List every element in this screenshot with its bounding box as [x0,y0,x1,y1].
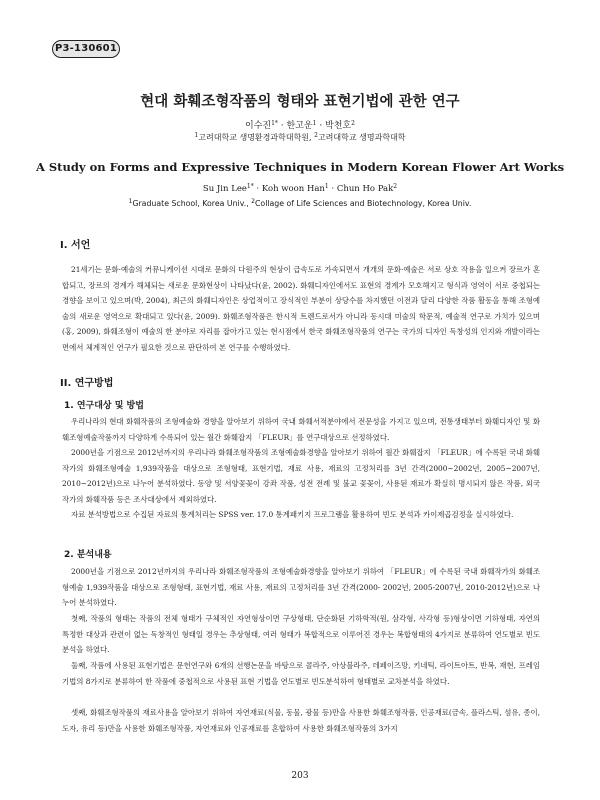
english-authors [40,184,560,194]
affil-mark: 2 [314,132,318,139]
section-heading-introduction: I. 서언 [60,240,91,251]
author-separator: · [328,184,337,194]
author-name: Koh woon Han [261,184,325,194]
affiliation: Graduate School, Korea Univ., [132,199,249,208]
affiliation: 고려대학교 생명과학대학 [317,133,406,142]
intro-paragraph: 21세기는 문화·예술의 커뮤니케이션 시대로 문화의 다원주의 현상이 급속도로 가속되면서 개개의 문화·예술은 서로 상호 작용을 일으켜 장르가 혼합되고, 장르의 경계가 해체되는 새로운 문화현상이 나타났다(윤, 2002). 화훼디자인에서도 표현의 경계가 모호해지고 형식과 영역이 서로 중첩되는 경향을 보이고 있으며(박, 2004), 최근의 화훼디자인은 상업적이고 장식적인 부분이 상당수를 차지했던 이전과 달리 다양한 작품 활동을 통해 조형예술의 새로운 영역으로 확대되고 있다(윤, 2009). 화훼조형작품은 한시적 트렌드로서가 아니라 동시대 미술의 학문적, 예술적 연구로 가치가 있으며(홍, 2009), 화훼조형이 예술의 한 분야로 자리를 잡아가고 있는 현시점에서 한국 화훼조형작품의 연구는 국가의 디자인 독창성의 인지와 개발이라는 면에서 체계적인 연구가 필요한 것으로 판단하여 본 연구를 수행하였다. [62,265,540,352]
english-affiliations [40,199,560,208]
methods-paragraph: 자료 분석방법으로 수집된 자료의 통계처리는 SPSS ver. 17.0 통계패키지 프로그램을 활용하여 빈도 분석과 카이제곱검정을 실시하였다. [71,510,514,519]
analysis-paragraph: 첫째, 작품의 형태는 작품의 전체 형태가 구체적인 자연형상이면 구상형태, 단순화된 기하학적(원, 삼각형, 사각형 등)형상이면 기하형태, 자연의 특정한 대상과 관련이 없는 독창적인 형태일 경우는 추상형태, 여러 형태가 복합적으로 이루어진 경우는 복합형태의 4가지로 분류하여 연도별로 빈도분석을 하였다. [62,614,540,654]
affiliation: 고려대학교 생명환경과학대학원, [198,133,312,142]
korean-authors [40,118,560,131]
korean-title: 현대 화훼조형작품의 형태와 표현기법에 관한 연구 [140,94,460,110]
author-affil-mark: 1 [324,183,329,190]
author-name: 박천호 [325,121,352,131]
affiliation: Collage of Life Sciences and Biotechnology, Korea Univ. [254,199,472,208]
affil-mark: 2 [251,198,255,205]
author-separator: · [316,121,326,131]
section-heading-methods: II. 연구방법 [60,378,114,389]
author-affil-mark: 1* [271,120,278,127]
author-affil-mark: 1* [246,183,254,190]
analysis-paragraph: 둘째, 작품에 사용된 표현기법은 문헌연구와 6개의 선행논문을 바탕으로 콜라주, 아상블라주, 데페이즈망, 키네틱, 라이트아트, 반복, 재현, 프레임 기법의 8가지로 분류하여 한 작품에 중첩적으로 사용된 표현 기법을 연도별로 빈도분석하여 형태별로 교차분석을 하였다. [62,661,540,686]
author-name: Su Jin Lee [202,184,247,194]
author-name: Chun Ho Pak [336,184,394,194]
analysis-paragraph: 셋째, 화훼조형작품의 재료사용을 알아보기 위하여 자연재료(식물, 동물, 광물 등)만을 사용한 화훼조형작품, 인공재료(금속, 플라스틱, 섬유, 종이, 도자, 유리 등)만을 사용한 화훼조형작품, 자연재료와 인공재료를 혼합하여 사용한 화훼조형작품의 3가지 [62,708,540,733]
author-affil-mark: 2 [351,120,355,127]
page-number: 203 [291,771,309,781]
author-affil-mark: 2 [393,183,398,190]
author-name: 한고운 [286,121,313,131]
english-title: A Study on Forms and Expressive Techniques in Modern Korean Flower Art Works [35,160,565,174]
paper-code-badge: P3-130601 [52,40,120,58]
affil-mark: 1 [128,198,133,205]
analysis-paragraph: 2000년을 기점으로 2012년까지의 우리나라 화훼조형작품의 조형예술화경향을 알아보기 위하여 「FLEUR」에 수록된 국내 화훼작가의 화훼조형예술 1,939작품을 대상으로 조형형태, 표현기법, 재료 사용, 재료의 고정처리를 3년 간격(2000- 2002년, 2005-2007년, 2010-2012년)으로 나누어 분석하였다. [62,567,540,607]
methods-paragraph: 우리나라의 현대 화훼작품의 조형예술화 경향을 알아보기 위하여 국내 화훼서적분야에서 전문성을 가지고 있으며, 전통생태부터 화훼디자인 및 화훼조형예술작품까지 다양하게 수록되어 있는 월간 화훼잡지 「FLEUR」를 연구대상으로 선정하였다. [62,417,540,442]
methods-paragraph: 2000년을 기점으로 2012년까지의 우리나라 화훼조형작품의 조형예술화경향을 알아보기 위하여 월간 화훼잡지 「FLEUR」에 수록된 국내 화훼작가의 화훼조형예술 1,939작품을 대상으로 조형형태, 표현기법, 재료 사용, 재료의 고정처리를 3년 간격(2000~2002년, 2005~2007년, 2010~2012년)으로 나누어 분석하였다. 동양 및 서양꽃꽂이 강좌 작품, 성전 전례 및 불교 꽃꽂이, 사용된 재료가 확실히 명시되지 않은 작품, 외국작가의 화훼작품 등은 조사대상에서 제외하였다. [62,448,540,504]
author-separator: · [253,184,262,194]
korean-affiliations [40,132,560,143]
subsection-heading-subjects: 1. 연구대상 및 방법 [64,401,144,411]
affil-mark: 1 [194,132,199,139]
author-affil-mark: 1 [312,120,317,127]
subsection-heading-analysis: 2. 분석내용 [64,550,112,560]
author-separator: · [277,121,287,131]
author-name: 이수진 [245,121,272,131]
